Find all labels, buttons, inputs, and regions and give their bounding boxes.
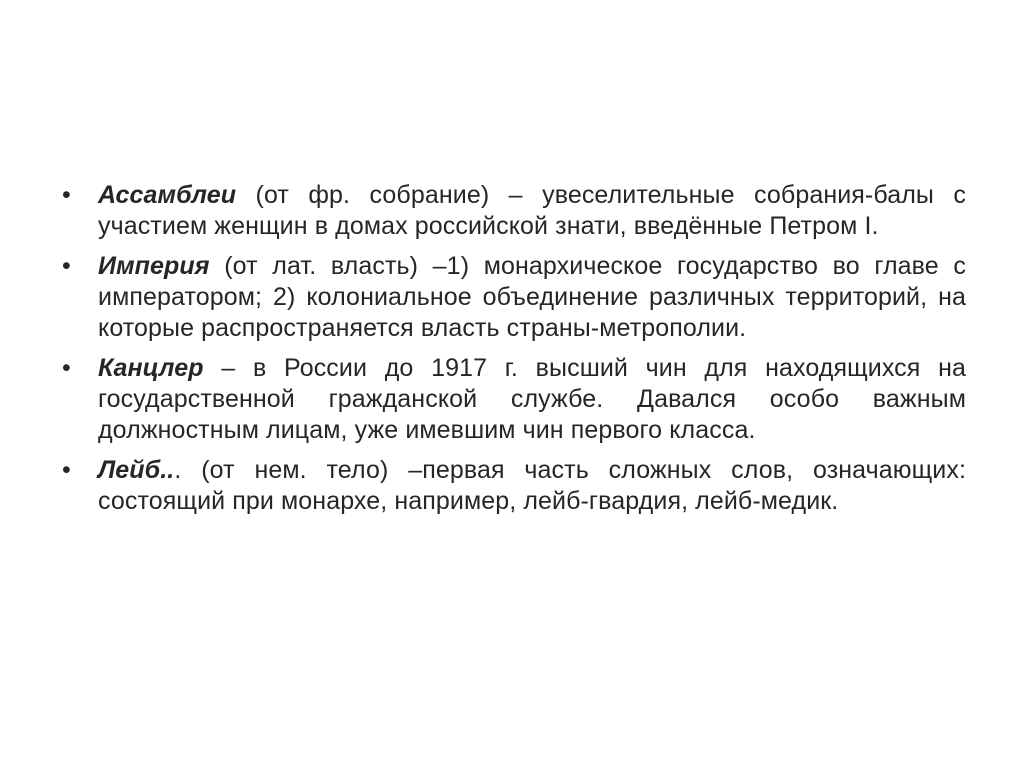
- definition-term: Лейб..: [98, 456, 175, 484]
- definition-item-leib: [62, 455, 966, 517]
- definition-term: Ассамблеи: [98, 181, 237, 209]
- definition-term: Империя: [98, 252, 210, 280]
- definition-text: (от фр. собрание) – увеселительные собрания-балы с участием женщин в домах российской знати, введённые Петром I.: [98, 181, 966, 240]
- bullet-icon: •: [62, 456, 71, 484]
- definition-text: (от лат. власть) –1) монархическое государство во главе с императором; 2) колониальное объединение различных территорий, на которые распространяется власть страны-метрополии.: [98, 252, 966, 342]
- definitions-list: [62, 180, 966, 526]
- bullet-icon: •: [62, 252, 71, 280]
- definition-text: – в России до 1917 г. высший чин для находящихся на государственной гражданской службе. Давался особо важным должностным лицам, уже имевшим чин первого класса.: [98, 354, 966, 444]
- definition-item-assemblies: [62, 180, 966, 242]
- bullet-icon: •: [62, 354, 71, 382]
- definition-term: Канцлер: [98, 354, 204, 382]
- definition-item-chancellor: [62, 353, 966, 446]
- definition-text: . (от нем. тело) –первая часть сложных слов, означающих: состоящий при монархе, например, лейб-гвардия, лейб-медик.: [98, 456, 966, 515]
- bullet-icon: •: [62, 181, 71, 209]
- definition-item-empire: [62, 251, 966, 344]
